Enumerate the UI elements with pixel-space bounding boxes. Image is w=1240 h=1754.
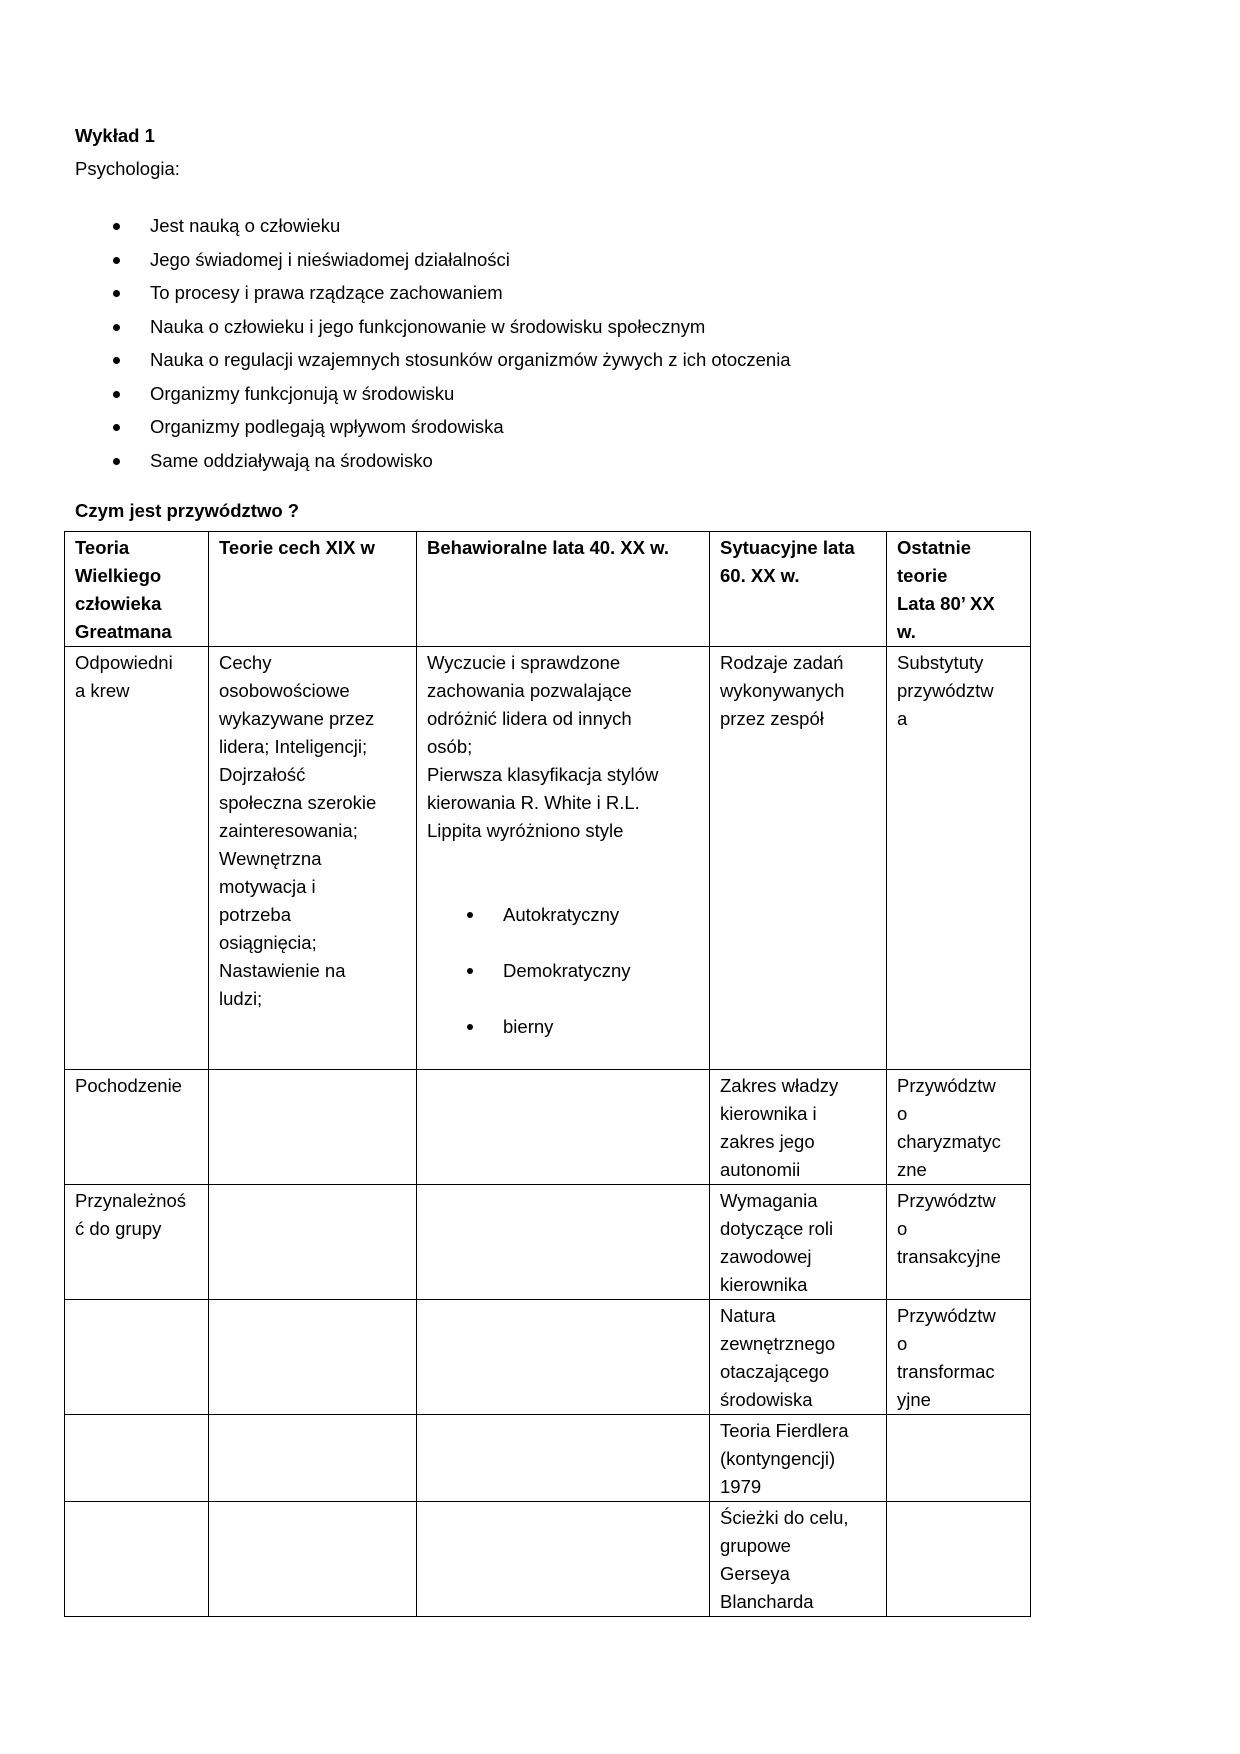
list-item-text: Same oddziaływają na środowisko <box>150 449 433 471</box>
table-cell <box>209 1415 417 1502</box>
bullet-icon <box>113 357 120 364</box>
table-cell <box>417 1502 710 1617</box>
table-cell <box>417 1185 710 1300</box>
header-cell: Ostatnie teorie Lata 80’ XX w. <box>887 532 1031 647</box>
list-item-text: Autokratyczny <box>503 904 620 925</box>
table-cell <box>209 1185 417 1300</box>
bullet-icon <box>467 1024 473 1030</box>
table-cell: Przywództw o charyzmatyc zne <box>887 1070 1031 1185</box>
bullet-icon <box>113 458 120 465</box>
table-cell <box>417 1300 710 1415</box>
table-cell: Wymagania dotyczące roli zawodowej kierownika <box>710 1185 887 1300</box>
lecture-title: Wykład 1 <box>75 125 155 146</box>
list-item-text: Demokratyczny <box>503 960 631 981</box>
list-item <box>0 413 791 447</box>
list-item <box>467 901 701 929</box>
bullet-list <box>0 212 791 480</box>
leadership-table <box>64 531 1031 1617</box>
table-row <box>65 647 1031 1070</box>
table-cell <box>887 1502 1031 1617</box>
list-item-text: bierny <box>503 1016 554 1037</box>
list-item <box>0 246 791 280</box>
table-cell: Teoria Fierdlera (kontyngencji) 1979 <box>710 1415 887 1502</box>
table-cell: Przywództw o transakcyjne <box>887 1185 1031 1300</box>
table-cell <box>417 647 710 1070</box>
table-row <box>65 1415 1031 1502</box>
bullet-icon <box>113 223 120 230</box>
table-cell <box>209 1300 417 1415</box>
table-row <box>65 1300 1031 1415</box>
styles-list <box>427 873 701 1069</box>
table-cell: Rodzaje zadań wykonywanych przez zespół <box>710 647 887 1070</box>
table-cell <box>65 1300 209 1415</box>
subtitle: Psychologia: <box>75 158 180 179</box>
cell-text: Wyczucie i sprawdzone zachowania pozwalające odróżnić lidera od innych osób; Pierwsza klasyfikacja stylów kierowania R. White i R.L. Lippita wyróżniono style <box>427 652 659 841</box>
list-item-text: Nauka o regulacji wzajemnych stosunków organizmów żywych z ich otoczenia <box>150 349 791 370</box>
bullet-icon <box>113 424 120 431</box>
table-cell: Cechy osobowościowe wykazywane przez lidera; Inteligencji; Dojrzałość społeczna szerokie zainteresowania; Wewnętrzna motywacja i potrzeba osiągnięcia; Nastawienie na ludzi; <box>209 647 417 1070</box>
bullet-icon <box>113 257 120 264</box>
list-item <box>0 380 791 414</box>
list-item-text: Jest nauką o człowieku <box>150 215 341 236</box>
list-item <box>0 313 791 347</box>
table-header-row <box>65 532 1031 647</box>
list-item-text: Jego świadomej i nieświadomej działalności <box>150 248 510 270</box>
section-heading: Czym jest przywództwo ? <box>75 500 300 521</box>
table-cell: Ścieżki do celu, grupowe Gerseya Blancharda <box>710 1502 887 1617</box>
table-cell: Natura zewnętrznego otaczającego środowiska <box>710 1300 887 1415</box>
bullet-icon <box>113 290 120 297</box>
header-cell: Sytuacyjne lata 60. XX w. <box>710 532 887 647</box>
table-row <box>65 1185 1031 1300</box>
header-cell: Teorie cech XIX w <box>209 532 417 647</box>
table-cell <box>417 1070 710 1185</box>
header-cell: Teoria Wielkiego człowieka Greatmana <box>65 532 209 647</box>
table-cell: Pochodzenie <box>65 1070 209 1185</box>
table-cell <box>65 1502 209 1617</box>
bullet-icon <box>113 391 120 398</box>
table-row <box>65 1070 1031 1185</box>
list-item <box>0 212 791 246</box>
list-item <box>0 346 791 380</box>
bullet-icon <box>467 968 473 974</box>
bullet-icon <box>113 324 120 331</box>
table-cell: Zakres władzy kierownika i zakres jego autonomii <box>710 1070 887 1185</box>
table-cell: Odpowiedni a krew <box>65 647 209 1070</box>
header-cell: Behawioralne lata 40. XX w. <box>417 532 710 647</box>
list-item-text: Nauka o człowieku i jego funkcjonowanie w środowisku społecznym <box>150 315 706 337</box>
table-cell <box>209 1070 417 1185</box>
table-cell <box>417 1415 710 1502</box>
list-item <box>0 279 791 313</box>
list-item-text: Organizmy podlegają wpływom środowiska <box>150 416 504 437</box>
list-item-text: Organizmy funkcjonują w środowisku <box>150 382 455 404</box>
list-item <box>467 1013 701 1041</box>
table-cell <box>209 1502 417 1617</box>
list-item-text: To procesy i prawa rządzące zachowaniem <box>150 282 503 303</box>
table-cell: Przynależnoś ć do grupy <box>65 1185 209 1300</box>
list-item <box>467 957 701 985</box>
table-cell: Substytuty przywództw a <box>887 647 1031 1070</box>
bullet-icon <box>467 912 473 918</box>
table-cell <box>65 1415 209 1502</box>
table-cell: Przywództw o transformac yjne <box>887 1300 1031 1415</box>
list-item <box>0 447 791 481</box>
table-row <box>65 1502 1031 1617</box>
table-cell <box>887 1415 1031 1502</box>
